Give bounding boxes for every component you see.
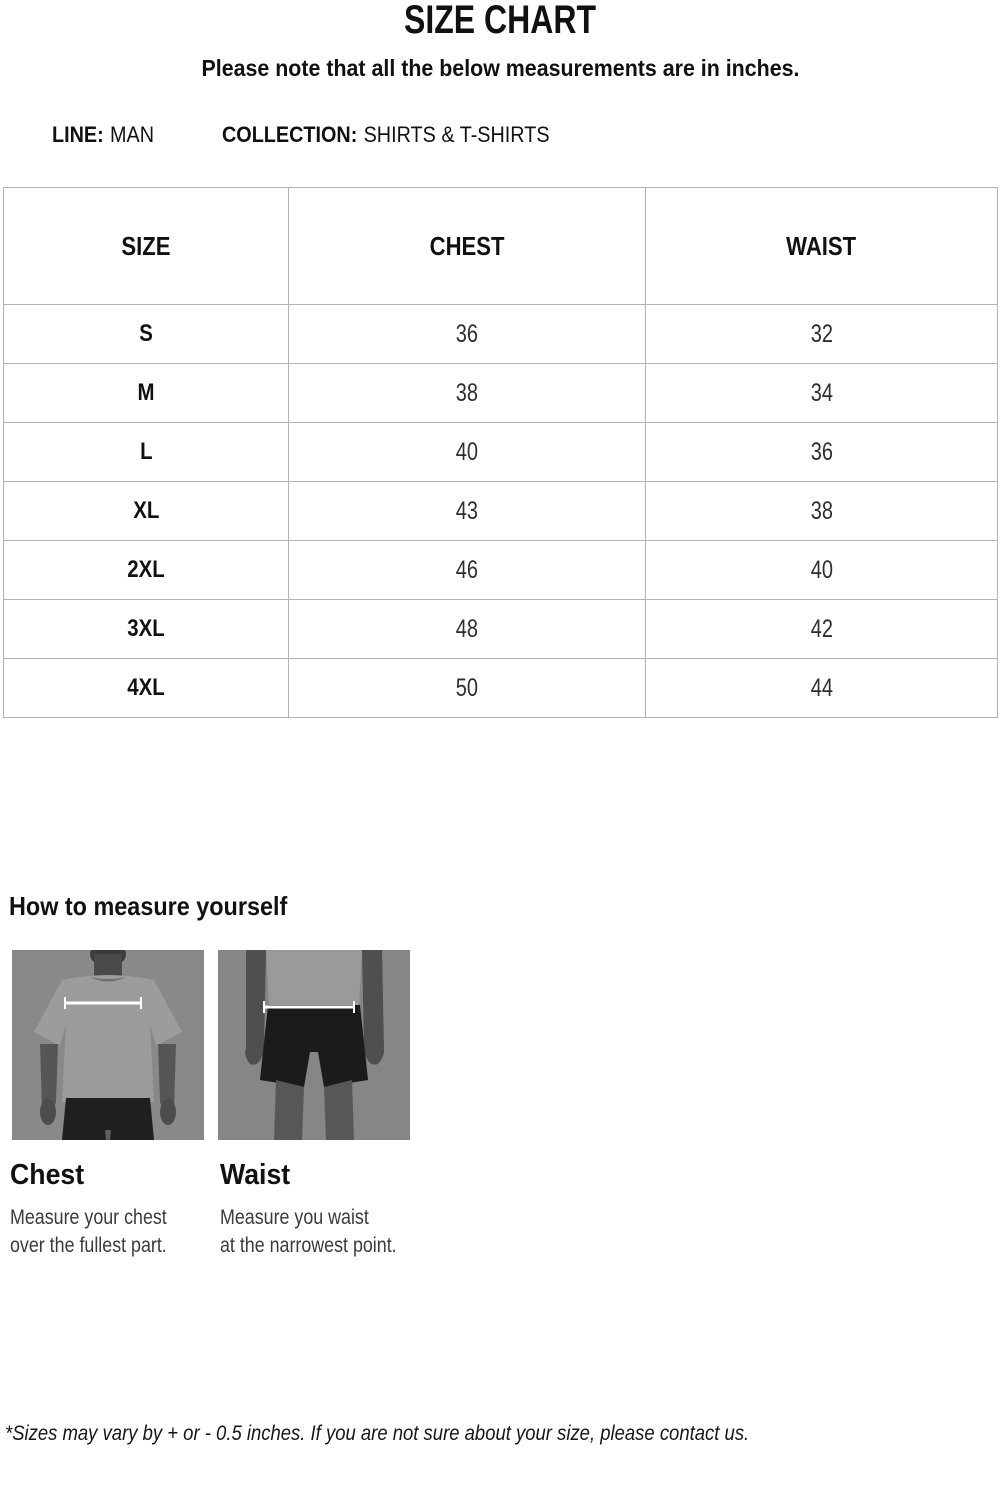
waist-cell — [646, 305, 998, 364]
page-title-text: SIZE CHART — [404, 0, 596, 42]
chest-cell — [289, 659, 646, 718]
chest-cell — [289, 600, 646, 659]
chest-value: 50 — [455, 673, 479, 702]
table-row — [4, 482, 998, 541]
size-table — [3, 187, 998, 718]
page-subtitle-text: Please note that all the below measurements are in inches. — [201, 55, 799, 81]
chest-value: 46 — [455, 555, 479, 584]
size-value: M — [137, 379, 155, 406]
waist-description-line1: Measure you waist — [220, 1206, 369, 1229]
table-header-row — [4, 188, 998, 305]
waist-cell — [646, 659, 998, 718]
waist-value: 42 — [810, 614, 833, 643]
chest-measurement-photo — [12, 950, 204, 1140]
chest-value: 40 — [455, 437, 479, 466]
waist-value: 36 — [810, 437, 833, 466]
column-header-waist-text: WAIST — [786, 230, 857, 261]
line-label: LINE: — [52, 122, 104, 147]
chest-value: 48 — [455, 614, 479, 643]
column-header-size-text: SIZE — [121, 230, 171, 261]
chest-item-description — [10, 1204, 167, 1260]
size-cell — [4, 659, 289, 718]
size-value: XL — [132, 497, 160, 524]
table-row — [4, 541, 998, 600]
waist-description-line2: at the narrowest point. — [220, 1234, 397, 1257]
waist-item-description — [220, 1204, 397, 1260]
waist-cell — [646, 364, 998, 423]
page-subtitle — [0, 53, 1000, 83]
chest-cell — [289, 423, 646, 482]
chest-cell — [289, 541, 646, 600]
line-collection-row — [0, 121, 1000, 151]
waist-cell — [646, 423, 998, 482]
line-field — [52, 121, 154, 149]
page-title — [0, 0, 1000, 40]
waist-value: 40 — [810, 555, 833, 584]
size-cell — [4, 364, 289, 423]
table-row — [4, 423, 998, 482]
collection-label: COLLECTION: — [222, 122, 358, 147]
chest-item-title: Chest — [10, 1159, 85, 1191]
chest-value: 43 — [455, 496, 479, 525]
size-value: 4XL — [127, 674, 165, 701]
collection-value: SHIRTS & T-SHIRTS — [363, 122, 550, 147]
waist-value: 32 — [810, 319, 833, 348]
column-header-size — [4, 188, 289, 305]
size-cell — [4, 305, 289, 364]
waist-value: 44 — [810, 673, 833, 702]
waist-value: 34 — [810, 378, 833, 407]
chest-cell — [289, 364, 646, 423]
chest-cell — [289, 305, 646, 364]
table-row — [4, 364, 998, 423]
size-value: S — [139, 320, 153, 347]
waist-cell — [646, 482, 998, 541]
size-value: 3XL — [127, 615, 165, 642]
waist-cell — [646, 600, 998, 659]
chest-value: 36 — [455, 319, 479, 348]
line-value: MAN — [110, 122, 155, 147]
table-row — [4, 305, 998, 364]
column-header-waist — [646, 188, 998, 305]
size-cell — [4, 423, 289, 482]
table-row — [4, 659, 998, 718]
size-cell — [4, 600, 289, 659]
waist-item-title: Waist — [220, 1159, 291, 1191]
size-cell — [4, 541, 289, 600]
chest-cell — [289, 482, 646, 541]
size-value: 2XL — [127, 556, 165, 583]
chest-description-line1: Measure your chest — [10, 1206, 167, 1229]
table-row — [4, 600, 998, 659]
size-value: L — [139, 438, 153, 465]
waist-value: 38 — [810, 496, 833, 525]
measure-section-heading: How to measure yourself — [9, 891, 288, 921]
waist-measurement-photo — [218, 950, 410, 1140]
chest-photo-illustration — [12, 950, 204, 1140]
waist-cell — [646, 541, 998, 600]
size-cell — [4, 482, 289, 541]
collection-field — [222, 121, 550, 149]
waist-photo-illustration — [218, 950, 410, 1140]
chest-value: 38 — [455, 378, 479, 407]
chest-description-line2: over the fullest part. — [10, 1234, 167, 1257]
column-header-chest — [289, 188, 646, 305]
column-header-chest-text: CHEST — [429, 230, 505, 261]
size-disclaimer-note: *Sizes may vary by + or - 0.5 inches. If you are not sure about your size, please contact us. — [5, 1422, 750, 1445]
